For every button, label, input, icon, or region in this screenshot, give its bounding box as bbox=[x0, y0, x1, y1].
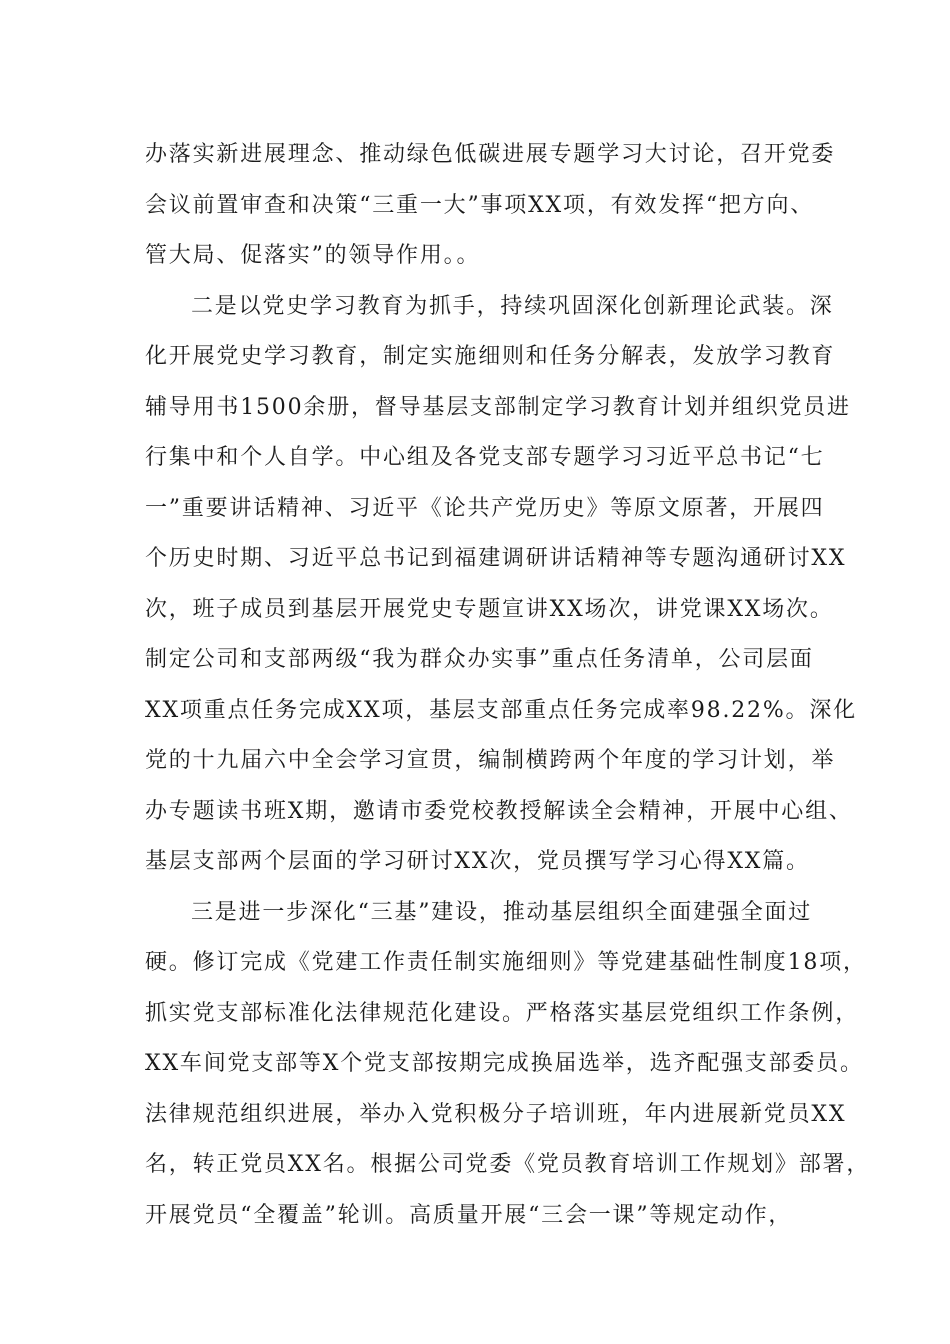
text-line: 抓实党支部标准化法律规范化建设。严格落实基层党组织工作条例， bbox=[145, 1000, 860, 1026]
text-line: 会议前置审查和决策“三重一大”事项XX项，有效发挥“把方向、 bbox=[145, 192, 815, 218]
text-line: 制定公司和支部两级“我为群众办实事”重点任务清单，公司层面 bbox=[145, 647, 814, 672]
text-line: 二是以党史学习教育为抓手，持续巩固深化创新理论武装。深 bbox=[191, 293, 834, 319]
text-line: 硬。修订完成《党建工作责任制实施细则》等党建基础性制度18项， bbox=[145, 950, 867, 975]
text-line: 一”重要讲话精神、习近平《论共产党历史》等原文原著，开展四 bbox=[145, 495, 825, 521]
text-line: 化开展党史学习教育，制定实施细则和任务分解表，发放学习教育 bbox=[145, 344, 836, 369]
body-text bbox=[145, 135, 871, 1246]
text-line: XX车间党支部等X个党支部按期完成换届选举，选齐配强支部委员。 bbox=[145, 1051, 864, 1076]
paragraph-continuation bbox=[145, 135, 836, 287]
text-line: 名，转正党员XX名。根据公司党委《党员教育培训工作规划》部署， bbox=[145, 1152, 871, 1177]
text-line: 基层支部两个层面的学习研讨XX次，党员撰写学习心得XX篇。 bbox=[145, 849, 810, 874]
text-line: 三是进一步深化“三基”建设，推动基层组织全面建强全面过 bbox=[191, 899, 813, 925]
text-line: 办落实新进展理念、推动绿色低碳进展专题学习大讨论，召开党委 bbox=[145, 142, 836, 167]
text-line: 办专题读书班X期，邀请市委党校教授解读全会精神，开展中心组、 bbox=[145, 798, 853, 824]
text-line: 开展党员“全覆盖”轮训。高质量开展“三会一课”等规定动作， bbox=[145, 1202, 793, 1228]
text-line: 个历史时期、习近平总书记到福建调研讲话精神等专题沟通研讨XX bbox=[145, 546, 847, 571]
paragraph-three-basics bbox=[145, 893, 871, 1247]
text-line: 法律规范组织进展，举办入党积极分子培训班，年内进展新党员XX bbox=[145, 1101, 847, 1127]
text-line: 辅导用书1500余册，督导基层支部制定学习教育计划并组织党员进 bbox=[145, 394, 851, 420]
paragraph-party-history bbox=[145, 287, 857, 893]
text-line: 次，班子成员到基层开展党史专题宣讲XX场次，讲党课XX场次。 bbox=[145, 596, 834, 622]
text-line: 行集中和个人自学。中心组及各党支部专题学习习近平总书记“七 bbox=[145, 445, 825, 470]
text-line: XX项重点任务完成XX项，基层支部重点任务完成率98.22%。深化 bbox=[145, 697, 857, 723]
text-line: 管大局、促落实”的领导作用。。 bbox=[145, 243, 481, 268]
text-line: 党的十九届六中全会学习宣贯，编制横跨两个年度的学习计划，举 bbox=[145, 748, 836, 773]
